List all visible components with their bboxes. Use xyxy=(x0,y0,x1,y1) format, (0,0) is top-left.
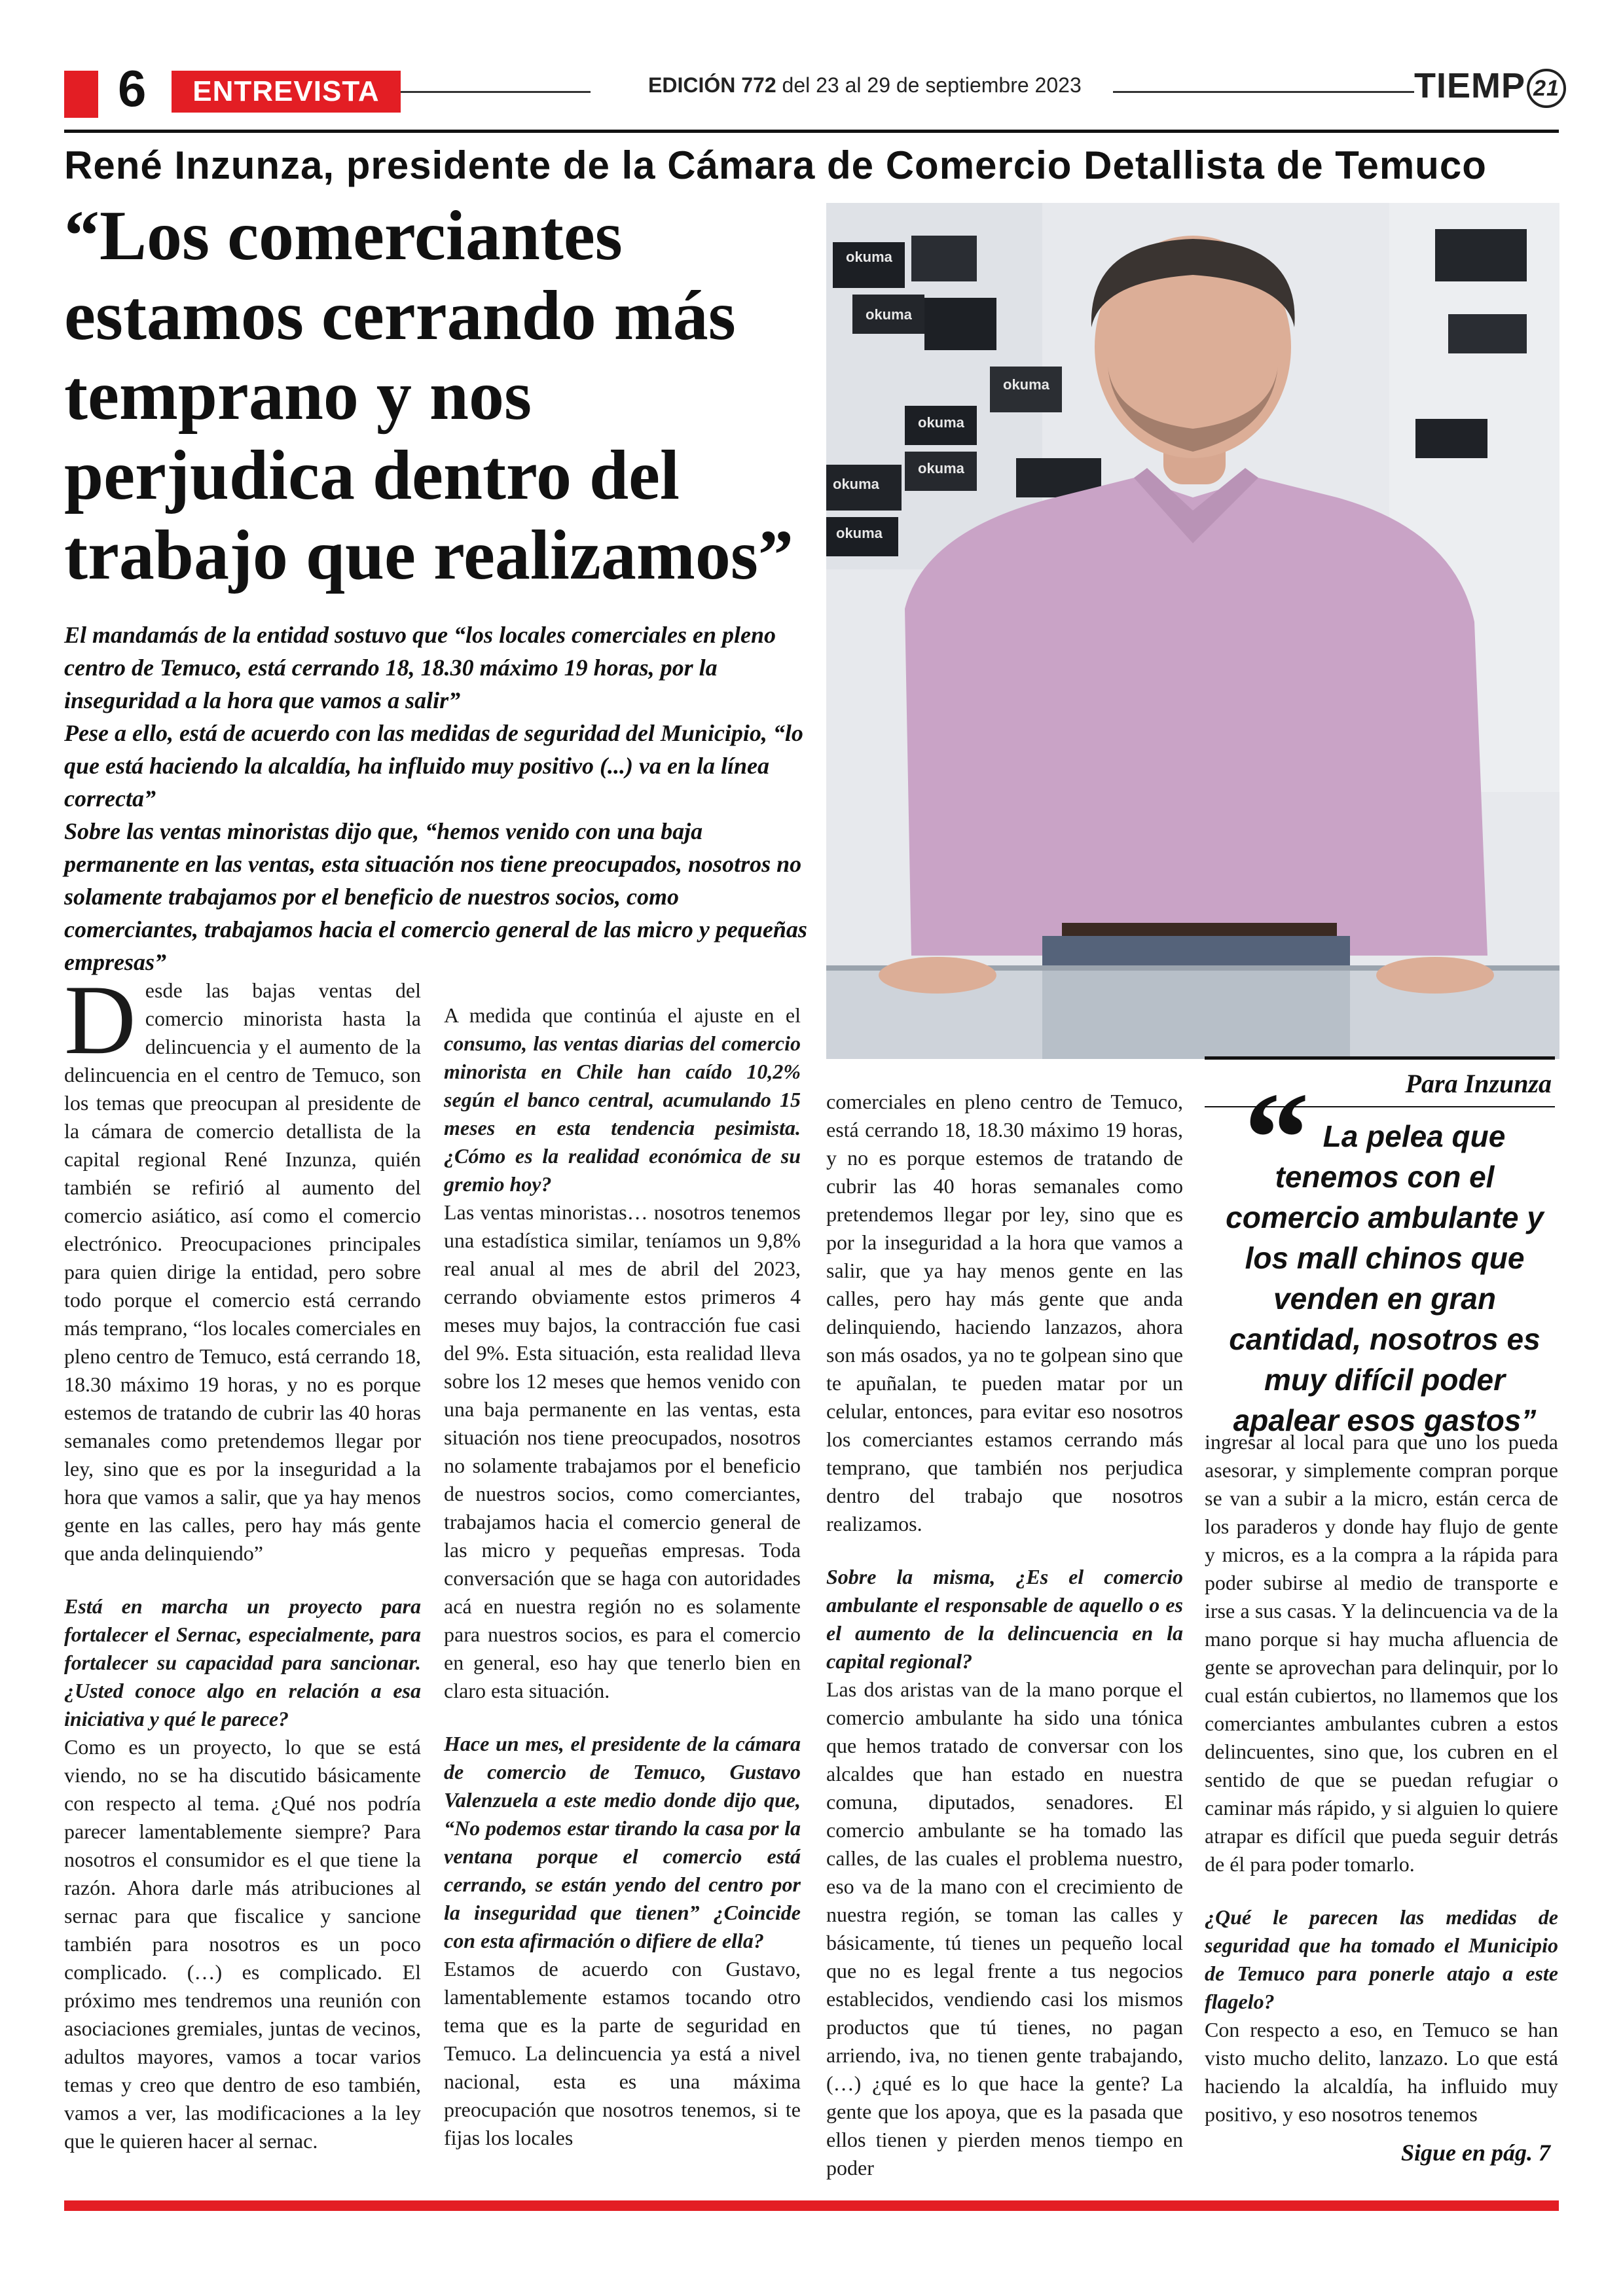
newspaper-logo xyxy=(1414,65,1566,108)
body-paragraph: Como es un proyecto, lo que se está viendo, no se ha discutido básicamente con respecto al tema. ¿Qué nos podría parecer lamentablemente siempre? Para nosotros el consumidor es el que tiene la razón. Ahora darle más atribuciones al sernac para que fiscalice y sancione también para nosotros es un poco complicado. (…) es complicado. El próximo mes tendremos una reunión con asociaciones gremiales, juntas de vecinos, adultos mayores, vamos a tocar varios temas y creo que dentro de eso también, vamos a ver, las modificaciones a la ley que le quieren hacer al sernac. xyxy=(64,1735,421,2153)
brand-label: okuma xyxy=(1003,376,1049,393)
article-lead xyxy=(64,619,811,978)
article-headline: “Los comerciantes estamos cerrando más temprano y nos perjudica dentro del trabajo que realizamos” xyxy=(64,197,793,594)
body-paragraph: Las ventas minoristas… nosotros tenemos una estadística similar, teníamos un 9,8% real anual al mes de abril del 2023, cerrando obviamente estos primeros 4 meses muy bajos, la contracción fue casi del 9%. Esta situación, esta realidad lleva sobre los 12 meses que hemos venido con una baja permanente en las ventas, esta situación nos tiene preocupados, nosotros no solamente trabajamos por el beneficio de nuestros socios, como comerciantes, trabajamos hacia el comercio general de las micro y pequeñas empresas. Toda conversación que se haga con autoridades acá en nuestra región no es solamente para nuestros socios, es para el comercio en general, eso hay que tenerlo bien en claro esta situación. xyxy=(444,1200,801,1702)
brand-label: okuma xyxy=(833,476,879,492)
interview-question: Está en marcha un proyecto para fortalecer el Sernac, especialmente, para fortalecer su capacidad para sancionar. ¿Usted conoce algo en relación a esa iniciativa y qué le parece? xyxy=(64,1594,421,1731)
brand-label: okuma xyxy=(836,525,883,541)
logo-number: 21 xyxy=(1527,69,1566,108)
header-red-block xyxy=(64,71,98,118)
edition-label: EDICIÓN 772 xyxy=(648,73,776,97)
footer-red-rule xyxy=(64,2200,1559,2211)
interview-question: Hace un mes, el presidente de la cámara de comercio de Temuco, Gustavo Valenzuela a este medio donde dijo que, “No podemos estar tirando la casa por la ventana porque el comercio está cerrando, se están yendo del centro por la inseguridad que tienen” ¿Coincide con esta afirmación o difiere de ella? xyxy=(444,1732,801,1952)
brand-label: okuma xyxy=(918,460,964,476)
column-4 xyxy=(1205,1428,1558,2128)
section-tag: ENTREVISTA xyxy=(172,71,401,113)
column-3 xyxy=(826,1088,1183,2182)
column-1 xyxy=(64,965,421,2155)
header-line-left xyxy=(401,91,591,93)
lead-paragraph: Sobre las ventas minoristas dijo que, “hemos venido con una baja permanente en las ventas, esta situación nos tiene preocupados, nosotros no solamente trabajamos por el beneficio de nuestros socios, como comerciantes, trabajamos hacia el comercio general de las micro y pequeñas empresas” xyxy=(64,818,807,975)
column-2 xyxy=(444,1001,801,2152)
brand-label: okuma xyxy=(846,249,892,265)
body-paragraph: A medida que continúa el ajuste en el xyxy=(444,1003,801,1027)
header-line-right xyxy=(1113,91,1414,93)
pull-quote-text: La pelea que tenemos con el comercio ambulante y los mall chinos que venden en gran cantidad, nosotros es muy difícil poder apalear esos gastos” xyxy=(1226,1119,1544,1437)
page-number: 6 xyxy=(118,60,147,117)
quote-mark-icon: “ xyxy=(1244,1066,1309,1211)
dropcap: D xyxy=(64,965,136,1075)
interview-question: ¿Qué le parecen las medidas de seguridad que ha tomado el Municipio de Temuco para ponerle atajo a este flagelo? xyxy=(1205,1905,1558,2013)
continued-link[interactable]: Sigue en pág. 7 xyxy=(1401,2140,1551,2166)
interview-question: Sobre la misma, ¿Es el comercio ambulante el responsable de aquello o es el aumento de la delincuencia en la capital regional? xyxy=(826,1565,1183,1673)
pull-quote-rule xyxy=(1205,1056,1555,1060)
interview-photo xyxy=(826,203,1559,1059)
header-rule xyxy=(64,130,1559,133)
body-paragraph: ingresar al local para que uno los pueda asesorar, y simplemente compran porque se van a subir a la micro, están cerca de los paraderos y donde hay flujo de gente y micros, es a la compra a la rápida para poder subirse al medio de transporte e irse a sus casas. Y la delincuencia va de la mano porque si hay mucha afluencia de gente se aprovechan para delinquir, por lo cual están cubiertos, no llamemos que los comerciantes ambulantes cubren a estos delincuentes, sino que, los cubren en el sentido de que se puedan refugiar o caminar más rápido, y si alguien lo quiere atrapar es difícil que pueda seguir detrás de él para poder tomarlo. xyxy=(1205,1430,1558,1876)
edition-info xyxy=(648,73,1082,98)
article-subtitle: René Inzunza, presidente de la Cámara de Comercio Detallista de Temuco xyxy=(64,143,1487,187)
body-paragraph: Las dos aristas van de la mano porque el comercio ambulante ha sido una tónica que hemos tratado de conversar con los alcaldes que han estado en nuestra comuna, diputados, senadores. El comercio ambulante se ha tomado las calles, de las cuales el problema nuestro, eso va de la mano con el crecimiento de nuestra región, se toman las calles y básicamente, tú tienes un pequeño local que no es legal frente a tus negocios establecidos, vendiendo casi los mismos productos que tú tienes, no pagan arriendo, iva, no tienen gente trabajando, (…) ¿qué es lo que hace la gente? La gente que los apoya, que es la pasada que ellos tienen y pierden menos tiempo en poder xyxy=(826,1677,1183,2179)
photo-illustration xyxy=(826,203,1559,1059)
body-paragraph: esde las bajas ventas del comercio minorista hasta la delincuencia y el aumento de la delincuencia en el centro de Temuco, son los temas que preocupan al presidente de la cámara de comercio detallista de la capital regional René Inzunza, quién también se refirió al aumento del comercio asiático, así como el comercio electrónico. Preocupaciones principales para quien dirige la entidad, pero sobre todo porque el comercio está cerrando más temprano, “los locales comerciales en pleno centro de Temuco, está cerrando 18, 18.30 máximo 19 horas, y no es porque estemos de tratando de cubrir las 40 horas semanales como pretendemos llegar por ley, sino que es por la inseguridad a la hora que vamos a salir, que ya hay menos gente en las calles, pero hay más gente que anda delinquiendo” xyxy=(64,978,421,1565)
brand-label: okuma xyxy=(866,306,912,323)
logo-text: TIEMP xyxy=(1414,66,1526,105)
body-paragraph: comerciales en pleno centro de Temuco, está cerrando 18, 18.30 máximo 19 horas, y no es porque estemos de tratando de cubrir las 40 horas semanales como pretendemos llegar por ley, sino que es por la inseguridad a la hora que vamos a salir, que ya hay menos gente en las calles, pero hay más gente que anda delinquiendo, haciendo lanzazos, ahora son más osados, ya no te golpean sino que te apuñalan, te pueden matar por un celular, entonces, para evitar eso nosotros los comerciantes estamos cerrando más temprano, que también nos perjudica dentro del trabajo que nosotros realizamos. xyxy=(826,1090,1183,1535)
lead-paragraph: Pese a ello, está de acuerdo con las medidas de seguridad del Municipio, “lo que está haciendo la alcaldía, ha influido muy positivo (...) va en la línea correcta” xyxy=(64,720,803,812)
brand-label: okuma xyxy=(918,414,964,431)
body-paragraph: Estamos de acuerdo con Gustavo, lamentablemente estamos tocando otro tema que es la parte de seguridad en Temuco. La delincuencia ya está a nivel nacional, esta es una máxima preocupación que nosotros tenemos, si te fijas los locales xyxy=(444,1957,801,2149)
edition-dates: del 23 al 29 de septiembre 2023 xyxy=(776,73,1082,97)
interview-question: consumo, las ventas diarias del comercio minorista en Chile han caído 10,2% según el banco central, acumulando 15 meses en esta tendencia pesimista. ¿Cómo es la realidad económica de su gremio hoy? xyxy=(444,1031,801,1196)
lead-paragraph: El mandamás de la entidad sostuvo que “los locales comerciales en pleno centro de Temuco, está cerrando 18, 18.30 máximo 19 horas, por la inseguridad a la hora que vamos a salir” xyxy=(64,622,776,713)
pull-quote-title: Para Inzunza xyxy=(1405,1069,1552,1098)
body-paragraph: Con respecto a eso, en Temuco se han visto mucho delito, lanzazo. Lo que está haciendo la alcaldía, ha influido muy positivo, y eso nosotros tenemos xyxy=(1205,2018,1558,2126)
